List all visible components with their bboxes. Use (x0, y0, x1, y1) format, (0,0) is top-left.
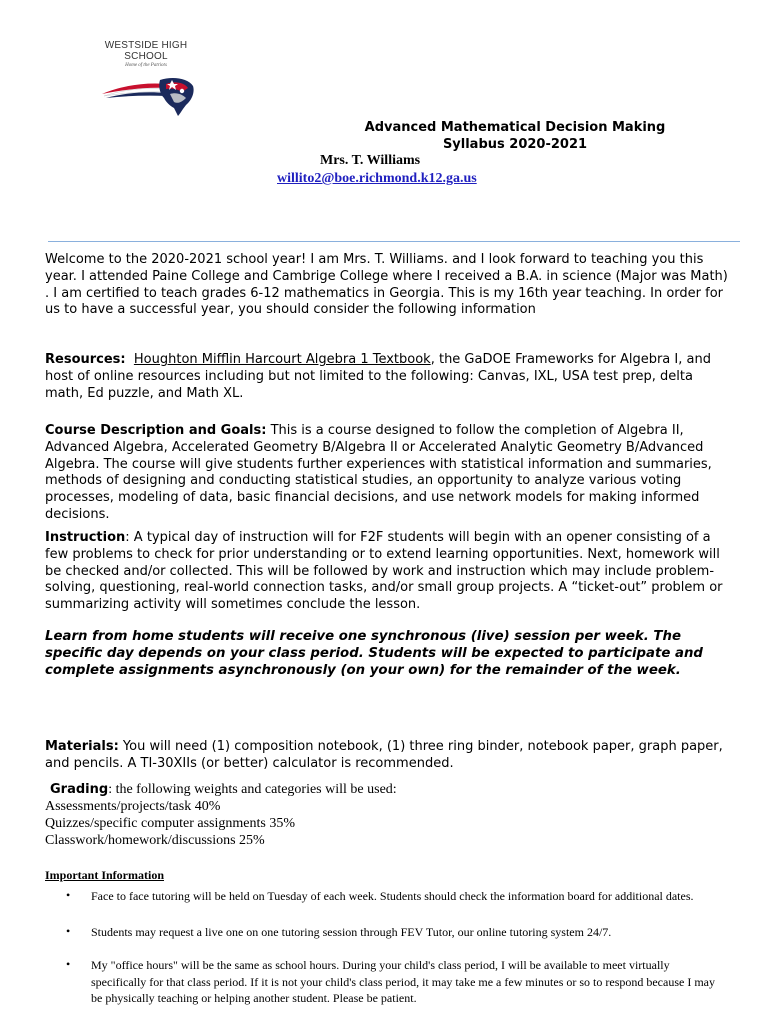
bullet-icon: • (66, 957, 71, 971)
grading-intro-line (45, 781, 735, 798)
resources-text: , the GaDOE Frameworks for Algebra I, and host of online resources including but not limited to the following: Canvas, IXL, USA test prep, delta math, Ed puzzle, and Math XL. (45, 352, 711, 401)
course-description-text: This is a course designed to follow the completion of Algebra II, Advanced Algebra, Accelerated Geometry B/Algebra II or Accelerated Analytic Geometry B/Advanced Algebra. The course will give students further experiences with statistical information and summaries, methods of designing and conducting statistical studies, an opportunity to analyze various voting processes, modeling of data, basic financial decisions, and use network models for making informed decisions. (45, 423, 712, 522)
course-title: Advanced Mathematical Decision Making (364, 120, 666, 135)
teacher-email-link[interactable]: willito2@boe.richmond.k12.ga.us (277, 171, 477, 186)
school-name-line2: SCHOOL (124, 51, 168, 62)
syllabus-year: Syllabus 2020-2021 (442, 137, 588, 152)
materials-paragraph (45, 739, 735, 773)
resources-label: Resources: (45, 352, 126, 367)
patriot-head-logo-icon (100, 72, 196, 118)
school-tagline: Home of the Patriots (125, 63, 167, 68)
instruction-label: Instruction (45, 530, 126, 545)
bullet-icon: • (66, 924, 71, 938)
grading-intro: : the following weights and categories will be used: (108, 782, 397, 797)
materials-label: Materials: (45, 739, 119, 754)
bullet-icon: • (66, 888, 71, 902)
header-divider (48, 241, 740, 242)
course-description-label: Course Description and Goals: (45, 423, 267, 438)
resources-paragraph (45, 352, 735, 402)
course-description-paragraph (45, 423, 735, 524)
school-name (98, 40, 194, 62)
textbook-title: Houghton Mifflin Harcourt Algebra 1 Textbook (133, 352, 431, 367)
grading-item: Assessments/projects/task 40% (45, 799, 221, 814)
grading-section (45, 781, 735, 849)
instruction-text: : A typical day of instruction will for F2F students will begin with an opener consisting of a few problems to check for prior understanding or to extend learning opportunities. Next, homework will be checked and/or collected. This will be followed by work and instruction which may include problem-solving, questioning, real-world connection tasks, and/or small group projects. A “ticket-out” problem or summarizing activity will sometimes conclude the lesson. (45, 530, 723, 613)
grading-label: Grading (50, 782, 109, 797)
grading-item: Quizzes/specific computer assignments 35% (45, 816, 295, 831)
grading-item: Classwork/homework/discussions 25% (45, 833, 265, 848)
list-item-text: Students may request a live one on one tutoring session through FEV Tutor, our online tutoring system 24/7. (91, 925, 612, 939)
important-information-heading: Important Information (45, 868, 164, 882)
learn-from-home-notice: Learn from home students will receive one synchronous (live) session per week. The specific day depends on your class period. Students will be expected to participate and complete assignments asynchronously (on your own) for the remainder of the week. (45, 629, 703, 678)
school-name-line1: WESTSIDE HIGH (104, 40, 188, 51)
teacher-name: Mrs. T. Williams (320, 153, 421, 168)
instruction-paragraph (45, 530, 735, 614)
materials-text: You will need (1) composition notebook, (1) three ring binder, notebook paper, graph paper, and pencils. A TI-30XIIs (or better) calculator is recommended. (45, 739, 723, 771)
list-item-text: Face to face tutoring will be held on Tuesday of each week. Students should check the information board for additional dates. (91, 889, 694, 903)
list-item-text: My "office hours" will be the same as school hours. During your child's class period, I will be available to meet virtually specifically for that class period. If it is not your child's class period, it may take me a few minutes or so to respond because I may be physically teaching or helping another student. Please be patient. (91, 958, 715, 1005)
welcome-paragraph: Welcome to the 2020-2021 school year! I am Mrs. T. Williams. and I look forward to teaching you this year. I attended Paine College and Cambrige College where I received a B.A. in science (Major was Math) . I am certified to teach grades 6-12 mathematics in Georgia. This is my 16th year teaching. In order for us to have a successful year, you should consider the following information (45, 252, 728, 318)
